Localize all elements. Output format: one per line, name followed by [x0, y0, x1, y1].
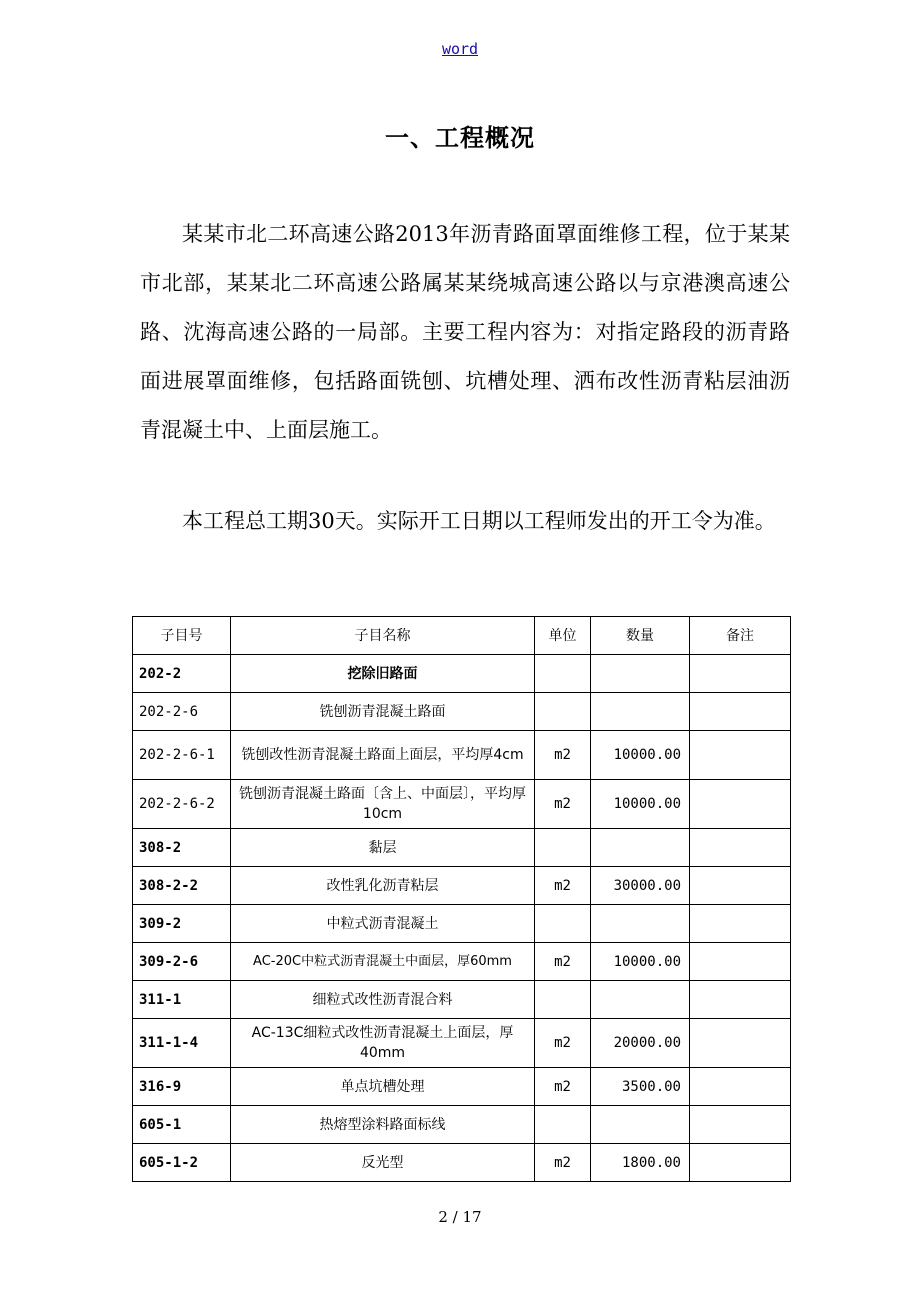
cell-qty: 30000.00	[591, 867, 690, 905]
cell-qty	[591, 981, 690, 1019]
cell-unit	[535, 655, 591, 693]
table-row	[133, 731, 791, 780]
cell-name: 反光型	[231, 1144, 535, 1182]
cell-qty: 10000.00	[591, 780, 690, 829]
cell-name: 细粒式改性沥青混合料	[231, 981, 535, 1019]
cell-unit	[535, 905, 591, 943]
header-word-link[interactable]: word	[441, 40, 479, 58]
cell-qty: 10000.00	[591, 943, 690, 981]
table-row	[133, 693, 791, 731]
cell-code: 202-2-6	[133, 693, 231, 731]
table-row	[133, 1144, 791, 1182]
work-items-table	[132, 616, 791, 1182]
cell-unit: m2	[535, 1068, 591, 1106]
cell-code: 311-1	[133, 981, 231, 1019]
cell-name: 铣刨沥青混凝土路面〔含上、中面层〕，平均厚10cm	[231, 780, 535, 829]
cell-remark	[690, 1068, 791, 1106]
cell-qty	[591, 693, 690, 731]
cell-qty: 3500.00	[591, 1068, 690, 1106]
cell-unit: m2	[535, 1019, 591, 1068]
cell-remark	[690, 905, 791, 943]
cell-qty	[591, 1106, 690, 1144]
cell-unit: m2	[535, 943, 591, 981]
cell-unit: m2	[535, 1144, 591, 1182]
cell-unit	[535, 693, 591, 731]
cell-name: 改性乳化沥青粘层	[231, 867, 535, 905]
cell-code: 605-1-2	[133, 1144, 231, 1182]
cell-remark	[690, 867, 791, 905]
cell-unit	[535, 981, 591, 1019]
cell-name: 热熔型涂料路面标线	[231, 1106, 535, 1144]
cell-remark	[690, 1106, 791, 1144]
cell-name: 单点坑槽处理	[231, 1068, 535, 1106]
cell-remark	[690, 693, 791, 731]
cell-code: 309-2	[133, 905, 231, 943]
cell-code: 202-2	[133, 655, 231, 693]
cell-qty: 1800.00	[591, 1144, 690, 1182]
cell-code: 308-2-2	[133, 867, 231, 905]
cell-qty: 20000.00	[591, 1019, 690, 1068]
cell-name: 铣刨沥青混凝土路面	[231, 693, 535, 731]
schedule-paragraph: 本工程总工期30天。实际开工日期以工程师发出的开工令为准。	[182, 509, 776, 533]
page-number: 2 / 17	[438, 1208, 482, 1226]
cell-code: 316-9	[133, 1068, 231, 1106]
cell-unit: m2	[535, 867, 591, 905]
cell-code: 202-2-6-1	[133, 731, 231, 780]
cell-qty	[591, 905, 690, 943]
header-name: 子目名称	[231, 617, 535, 655]
cell-qty: 10000.00	[591, 731, 690, 780]
header-remark: 备注	[690, 617, 791, 655]
cell-name: 挖除旧路面	[231, 655, 535, 693]
cell-name: 中粒式沥青混凝土	[231, 905, 535, 943]
cell-remark	[690, 655, 791, 693]
table-row	[133, 867, 791, 905]
overview-paragraph: 某某市北二环高速公路2013年沥青路面罩面维修工程，位于某某市北部，某某北二环高速公路属某某绕城高速公路以与京港澳高速公路、沈海高速公路的一局部。主要工程内容为：对指定路段的沥青路面进展罩面维修，包括路面铣刨、坑槽处理、洒布改性沥青粘层油沥青混凝土中、上面层施工。	[140, 222, 790, 442]
cell-remark	[690, 780, 791, 829]
table-row	[133, 905, 791, 943]
cell-code: 605-1	[133, 1106, 231, 1144]
cell-name: 铣刨改性沥青混凝土路面上面层，平均厚4cm	[231, 731, 535, 780]
cell-unit	[535, 1106, 591, 1144]
cell-remark	[690, 1144, 791, 1182]
cell-code: 311-1-4	[133, 1019, 231, 1068]
table-row	[133, 1068, 791, 1106]
table-row	[133, 655, 791, 693]
cell-unit	[535, 829, 591, 867]
cell-remark	[690, 981, 791, 1019]
cell-name: AC-13C细粒式改性沥青混凝土上面层，厚40mm	[231, 1019, 535, 1068]
header-unit: 单位	[535, 617, 591, 655]
table-header-row	[133, 617, 791, 655]
table-row	[133, 1106, 791, 1144]
cell-remark	[690, 1019, 791, 1068]
table-row	[133, 943, 791, 981]
cell-name: 黏层	[231, 829, 535, 867]
table-row	[133, 829, 791, 867]
cell-code: 202-2-6-2	[133, 780, 231, 829]
cell-unit: m2	[535, 780, 591, 829]
cell-unit: m2	[535, 731, 591, 780]
cell-qty	[591, 829, 690, 867]
cell-code: 309-2-6	[133, 943, 231, 981]
cell-qty	[591, 655, 690, 693]
table-row	[133, 981, 791, 1019]
cell-name: AC-20C中粒式沥青混凝土中面层，厚60mm	[231, 943, 535, 981]
table-row	[133, 1019, 791, 1068]
cell-remark	[690, 731, 791, 780]
cell-remark	[690, 943, 791, 981]
header-qty: 数量	[591, 617, 690, 655]
header-code: 子目号	[133, 617, 231, 655]
section-title: 一、工程概况	[385, 124, 535, 152]
cell-remark	[690, 829, 791, 867]
cell-code: 308-2	[133, 829, 231, 867]
table-row	[133, 780, 791, 829]
